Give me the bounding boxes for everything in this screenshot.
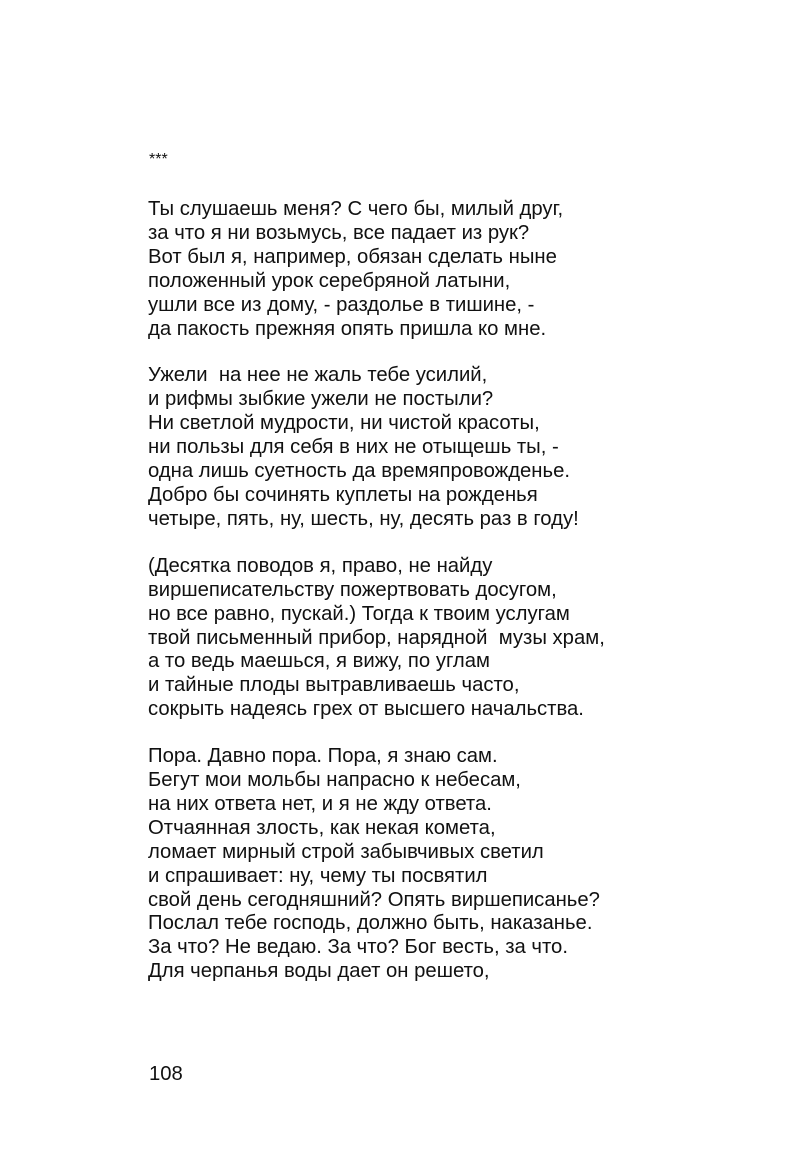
poem-line: (Десятка поводов я, право, не найду: [148, 554, 493, 577]
poem-line: виршеписательству пожертвовать досугом,: [148, 578, 557, 601]
poem-line: Бегут мои мольбы напрасно к небесам,: [148, 769, 521, 792]
poem-line: свой день сегодняшний? Опять виршеписанье?: [148, 888, 600, 911]
poem-line: Вот был я, например, обязан сделать ныне: [148, 245, 557, 268]
poem-line: положенный урок серебряной латыни,: [148, 269, 511, 292]
poem-body: [148, 198, 788, 1007]
stanza-4: [148, 745, 788, 984]
poem-line: за что я ни возьмусь, все падает из рук?: [148, 221, 530, 244]
stanza-1: [148, 198, 788, 341]
poem-line: Для черпанья воды дает он решето,: [148, 960, 490, 983]
poem-line: четыре, пять, ну, шесть, ну, десять раз в году!: [148, 507, 579, 530]
poem-line: и тайные плоды вытравливаешь часто,: [148, 674, 520, 697]
poem-line: Пора. Давно пора. Пора, я знаю сам.: [148, 745, 498, 768]
poem-line: Послал тебе господь, должно быть, наказанье.: [148, 912, 593, 935]
poem-line: Ты слушаешь меня? С чего бы, милый друг,: [148, 198, 564, 220]
poem-line: твой письменный прибор, нарядной музы храм,: [148, 626, 605, 649]
stanza-2: [148, 364, 788, 531]
poem-line: Отчаянная злость, как некая комета,: [148, 816, 496, 839]
poem-line: Ни светлой мудрости, ни чистой красоты,: [148, 412, 540, 435]
page-number: 108: [149, 1063, 183, 1085]
poem-line: на них ответа нет, и я не жду ответа.: [148, 792, 492, 815]
poem-line: но все равно, пускай.) Тогда к твоим услугам: [148, 602, 570, 625]
poem-line: и рифмы зыбкие ужели не постыли?: [148, 388, 494, 411]
stanza-3: [148, 555, 788, 722]
poem-line: За что? Не ведаю. За что? Бог весть, за что.: [148, 936, 568, 959]
poem-line: одна лишь суетность да времяпровожденье.: [148, 460, 570, 483]
section-separator: ***: [149, 151, 168, 168]
poem-line: а то ведь маешься, я вижу, по углам: [148, 650, 490, 673]
poem-line: да пакость прежняя опять пришла ко мне.: [148, 317, 547, 340]
poem-line: ушли все из дому, - раздолье в тишине, -: [148, 293, 535, 316]
poem-line: и спрашивает: ну, чему ты посвятил: [148, 864, 488, 887]
poem-line: ломает мирный строй забывчивых светил: [148, 840, 544, 863]
poem-line: Добро бы сочинять куплеты на рожденья: [148, 483, 538, 506]
poem-line: сокрыть надеясь грех от высшего начальства.: [148, 698, 584, 721]
poem-line: Ужели на нее не жаль тебе усилий,: [148, 364, 488, 387]
poem-line: ни пользы для себя в них не отыщешь ты, -: [148, 436, 559, 459]
